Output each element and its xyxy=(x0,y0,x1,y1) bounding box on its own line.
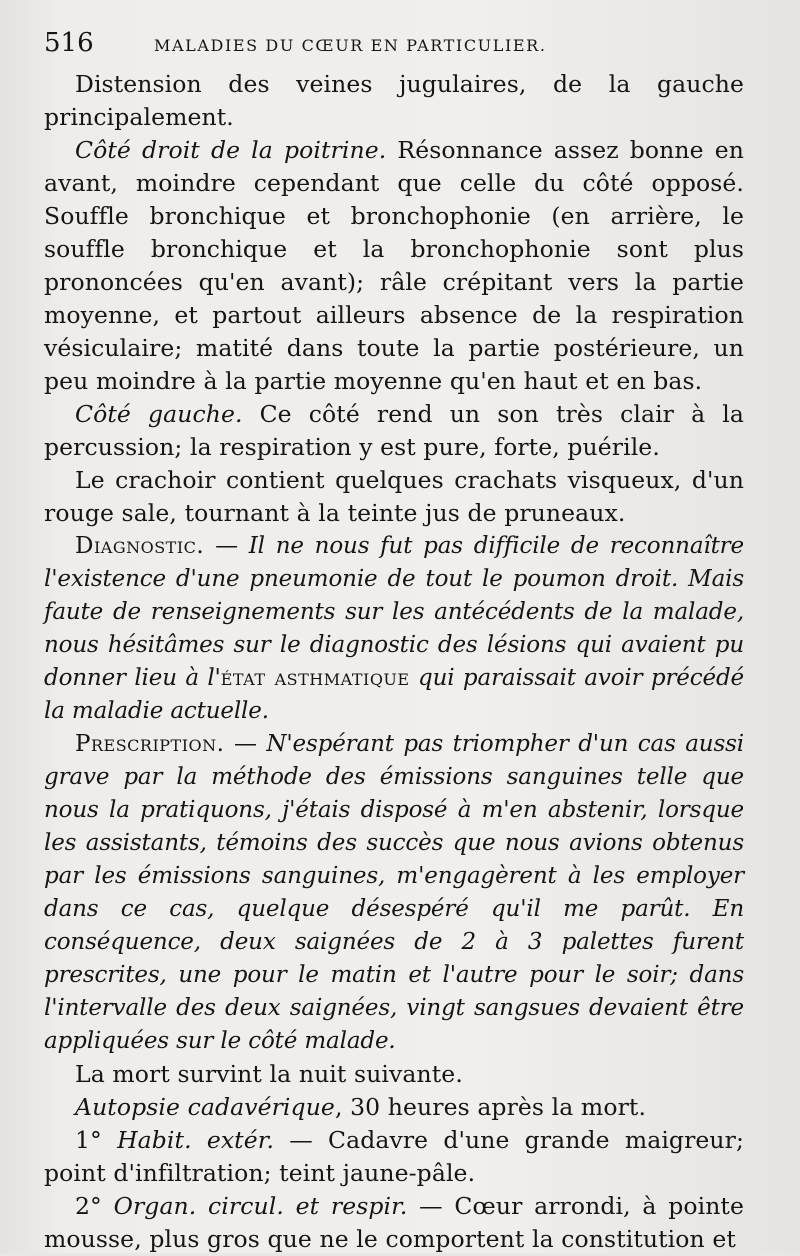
paragraph-text: Distension des veines jugulaires, de la gauche principalement. xyxy=(44,70,744,131)
paragraph-text: Le crachoir contient quelques crachats visqueux, d'un rouge sale, tournant à la teinte jus de pruneaux. xyxy=(44,466,744,527)
paragraph-sputum xyxy=(44,464,744,530)
paragraph-autopsy xyxy=(44,1091,744,1124)
dash: — xyxy=(204,533,249,559)
body-text xyxy=(44,68,744,1256)
paragraph-text: , 30 heures après la mort. xyxy=(334,1093,647,1121)
item-number: 1° xyxy=(75,1126,102,1154)
item-number: 2° xyxy=(75,1192,102,1220)
paragraph-death xyxy=(44,1058,744,1091)
paragraph-lead: Organ. circul. et respir. xyxy=(101,1192,408,1220)
paragraph-prescription xyxy=(44,728,744,1058)
paragraph-text: Il ne nous fut pas difficile de reconnaître l'existence d'une pneumonie de tout le poumon droit. Mais faute de renseignements sur les antécédents de la malade, nous hésitâmes sur le diagnostic des lésions qui avaient pu donner lieu à l' xyxy=(44,533,744,691)
paragraph-text: — Cadavre d'une grande maigreur; point d'infiltration; teint jaune-pâle. xyxy=(44,1126,744,1187)
paragraph-text: La mort survint la nuit suivante. xyxy=(75,1060,463,1088)
paragraph-right-side xyxy=(44,134,744,398)
paragraph-lead: Habit. extér. xyxy=(101,1126,275,1154)
paragraph-lead: Autopsie cadavérique xyxy=(75,1093,335,1121)
section-label: Prescription. xyxy=(75,731,225,757)
paragraph-text: Ce côté rend un son très clair à la percussion; la respiration y est pure, forte, puérile. xyxy=(44,400,745,461)
paragraph-text: N'espérant pas triompher d'un cas aussi grave par la méthode des émissions sanguines telle que nous la pratiquons, j'étais disposé à m'en abstenir, lorsque les assistants, témoins des succès que nous avions obtenus par les émissions sanguines, m'engagèrent à les employer dans ce cas, quelque désespéré qu'il me parût. En conséquence, deux saignées de 2 à 3 palettes furent prescrites, une pour le matin et l'autre pour le soir; dans l'intervalle des deux saignées, vingt sangsues devaient être appliquées sur le côté malade. xyxy=(44,731,744,1054)
paragraph-text: qui paraissait avoir précédé la maladie actuelle. xyxy=(44,665,744,724)
page-header xyxy=(44,28,744,68)
paragraph-exterior xyxy=(44,1124,744,1190)
dash: — xyxy=(224,731,267,757)
paragraph-lead: Côté droit de la poitrine. xyxy=(75,136,387,164)
page-number: 516 xyxy=(44,28,94,58)
paragraph-lead: Côté gauche. xyxy=(75,400,243,428)
paragraph-jugular xyxy=(44,68,744,134)
paragraph-text: — Cœur arrondi, à pointe mousse, plus gros que ne le comportent la constitution et xyxy=(44,1192,744,1253)
running-head: MALADIES DU CŒUR EN PARTICULIER. xyxy=(154,36,547,55)
section-label: Diagnostic. xyxy=(75,533,205,559)
paragraph-organs xyxy=(44,1190,744,1256)
paragraph-text: Résonnance assez bonne en avant, moindre cependant que celle du côté opposé. Souffle bronchique et bronchophonie (en arrière, le souffle bronchique et la bronchophonie sont plus prononcées qu'en avant); râle crépitant vers la partie moyenne, et partout ailleurs absence de la respiration vésiculaire; matité dans toute la partie postérieure, un peu moindre à la partie moyenne qu'en haut et en bas. xyxy=(44,136,744,395)
small-caps-term: état asthmatique xyxy=(220,665,410,691)
paragraph-left-side xyxy=(44,398,744,464)
paragraph-diagnostic xyxy=(44,530,744,728)
